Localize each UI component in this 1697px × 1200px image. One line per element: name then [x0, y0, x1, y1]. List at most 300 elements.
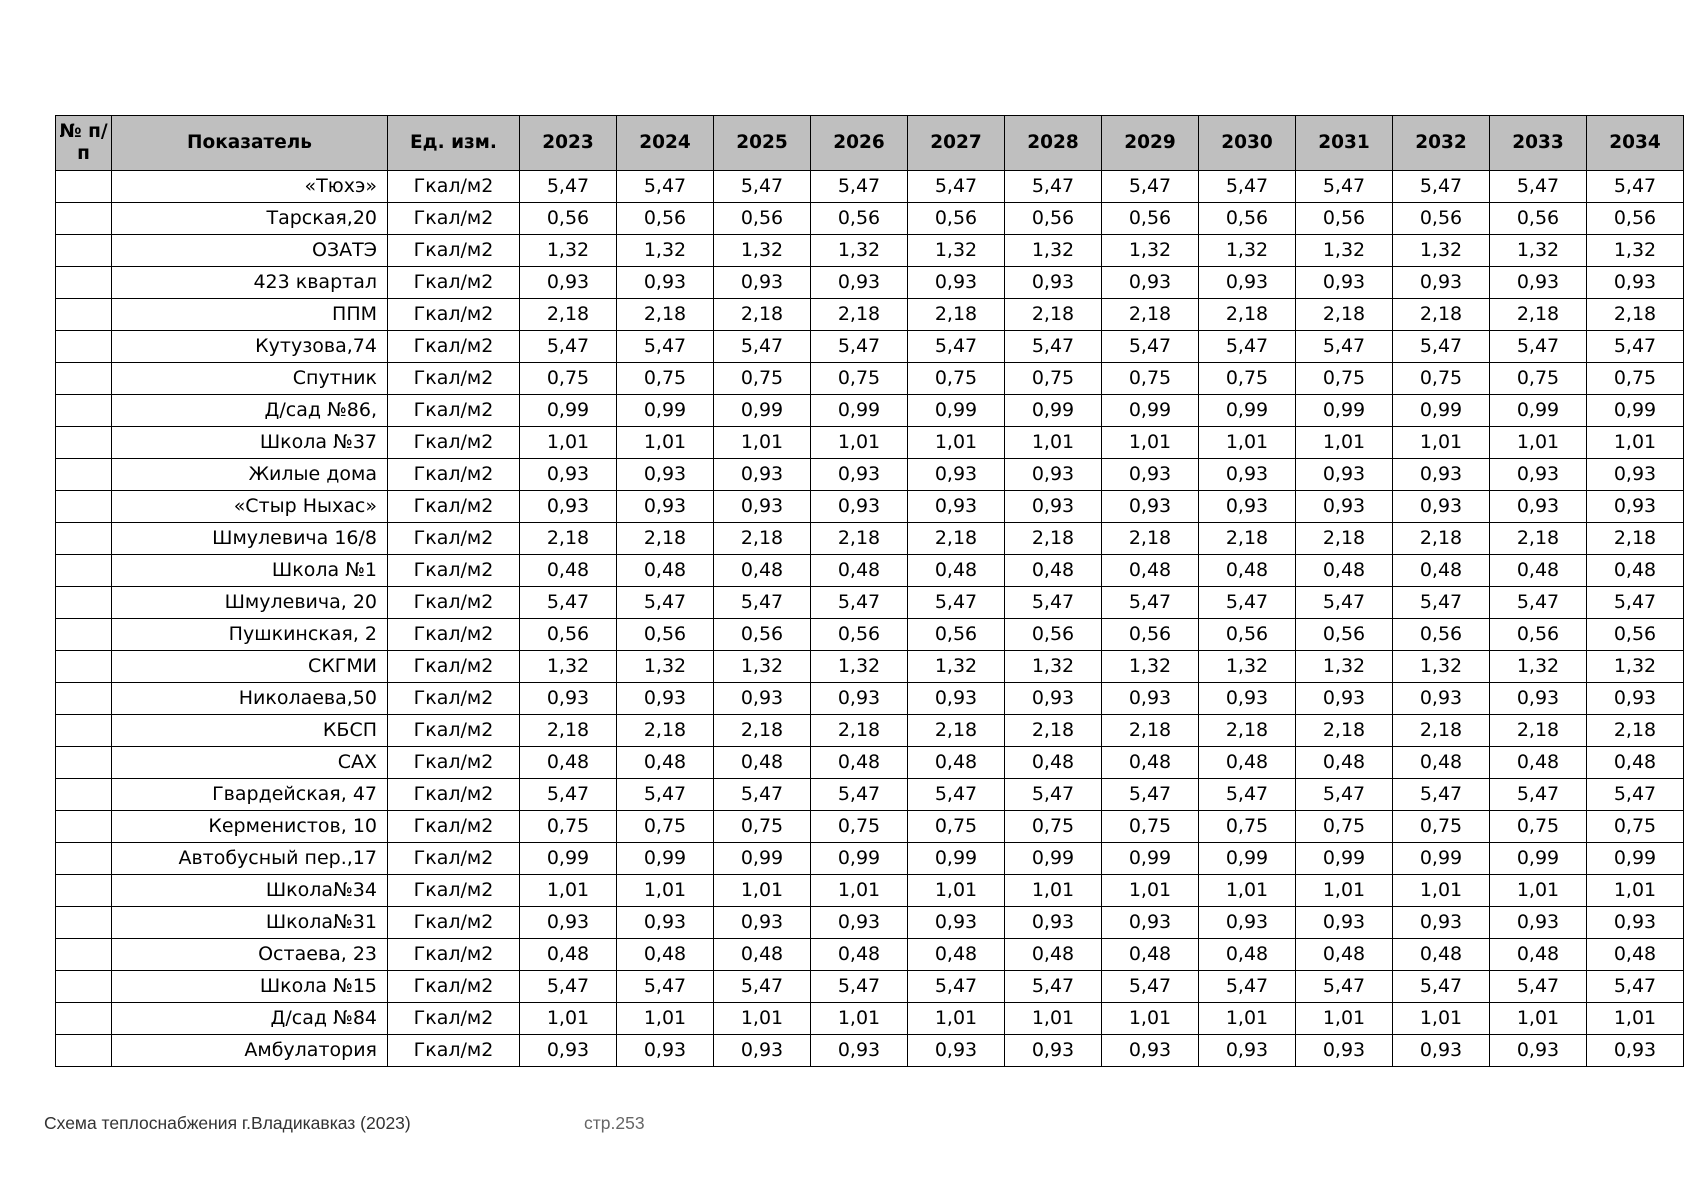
- row-value: 1,32: [1199, 235, 1296, 267]
- row-number: [56, 779, 112, 811]
- row-value: 0,93: [1490, 491, 1587, 523]
- row-value: 0,99: [714, 395, 811, 427]
- table-body: [56, 171, 1684, 1067]
- row-value: 0,48: [1587, 555, 1684, 587]
- table-row: [56, 811, 1684, 843]
- row-value: 1,01: [520, 1003, 617, 1035]
- row-value: 1,01: [1102, 427, 1199, 459]
- row-value: 0,56: [1393, 619, 1490, 651]
- row-value: 0,48: [1490, 939, 1587, 971]
- row-value: 0,93: [1587, 1035, 1684, 1067]
- row-number: [56, 747, 112, 779]
- row-value: 1,01: [1393, 875, 1490, 907]
- row-value: 5,47: [1005, 971, 1102, 1003]
- row-value: 0,48: [811, 747, 908, 779]
- row-value: 0,93: [1199, 907, 1296, 939]
- row-value: 0,99: [714, 843, 811, 875]
- row-value: 0,93: [1587, 907, 1684, 939]
- row-value: 0,93: [617, 683, 714, 715]
- row-value: 1,32: [811, 235, 908, 267]
- row-value: 5,47: [908, 331, 1005, 363]
- row-value: 1,01: [520, 875, 617, 907]
- row-number: [56, 971, 112, 1003]
- row-value: 1,01: [908, 427, 1005, 459]
- row-value: 0,93: [1199, 491, 1296, 523]
- row-value: 1,32: [520, 651, 617, 683]
- row-value: 2,18: [617, 299, 714, 331]
- row-unit: Гкал/м2: [388, 267, 520, 299]
- row-value: 0,75: [908, 811, 1005, 843]
- row-number: [56, 715, 112, 747]
- row-value: 0,99: [1393, 395, 1490, 427]
- row-value: 0,48: [520, 939, 617, 971]
- row-unit: Гкал/м2: [388, 875, 520, 907]
- row-number: [56, 395, 112, 427]
- row-value: 0,93: [908, 459, 1005, 491]
- row-value: 1,01: [1587, 875, 1684, 907]
- row-unit: Гкал/м2: [388, 299, 520, 331]
- row-value: 0,56: [908, 619, 1005, 651]
- row-value: 5,47: [1587, 587, 1684, 619]
- row-value: 1,32: [714, 651, 811, 683]
- row-value: 2,18: [714, 299, 811, 331]
- row-value: 5,47: [1102, 971, 1199, 1003]
- row-value: 0,93: [1587, 459, 1684, 491]
- row-value: 0,75: [617, 363, 714, 395]
- row-value: 0,56: [811, 619, 908, 651]
- row-value: 5,47: [1587, 779, 1684, 811]
- row-unit: Гкал/м2: [388, 683, 520, 715]
- row-value: 0,48: [1587, 747, 1684, 779]
- row-value: 0,75: [1005, 811, 1102, 843]
- row-value: 5,47: [520, 779, 617, 811]
- row-value: 0,93: [1393, 459, 1490, 491]
- row-value: 5,47: [811, 587, 908, 619]
- row-number: [56, 1035, 112, 1067]
- row-value: 0,99: [908, 395, 1005, 427]
- row-value: 0,93: [1490, 267, 1587, 299]
- row-value: 0,99: [617, 843, 714, 875]
- header-year: 2029: [1102, 116, 1199, 171]
- row-value: 0,93: [617, 459, 714, 491]
- row-value: 5,47: [811, 971, 908, 1003]
- row-value: 2,18: [811, 715, 908, 747]
- row-number: [56, 875, 112, 907]
- row-indicator: Школа №1: [112, 555, 388, 587]
- row-value: 0,48: [1393, 747, 1490, 779]
- row-value: 0,93: [908, 267, 1005, 299]
- row-unit: Гкал/м2: [388, 203, 520, 235]
- row-unit: Гкал/м2: [388, 939, 520, 971]
- row-value: 2,18: [1587, 715, 1684, 747]
- row-value: 0,93: [1490, 683, 1587, 715]
- row-unit: Гкал/м2: [388, 235, 520, 267]
- table-row: [56, 427, 1684, 459]
- row-value: 2,18: [1490, 715, 1587, 747]
- row-unit: Гкал/м2: [388, 523, 520, 555]
- row-value: 0,48: [1102, 747, 1199, 779]
- table-row: [56, 715, 1684, 747]
- row-indicator: Спутник: [112, 363, 388, 395]
- row-value: 0,48: [714, 555, 811, 587]
- row-number: [56, 907, 112, 939]
- row-value: 1,01: [714, 1003, 811, 1035]
- table-header: [56, 116, 1684, 171]
- header-year: 2033: [1490, 116, 1587, 171]
- row-unit: Гкал/м2: [388, 587, 520, 619]
- row-value: 5,47: [714, 331, 811, 363]
- row-value: 1,01: [1587, 1003, 1684, 1035]
- row-value: 0,75: [908, 363, 1005, 395]
- row-indicator: Автобусный пер.,17: [112, 843, 388, 875]
- row-value: 0,99: [1102, 395, 1199, 427]
- table-row: [56, 459, 1684, 491]
- row-value: 5,47: [1490, 779, 1587, 811]
- row-value: 0,93: [811, 491, 908, 523]
- row-value: 2,18: [520, 299, 617, 331]
- row-unit: Гкал/м2: [388, 331, 520, 363]
- row-value: 2,18: [1199, 715, 1296, 747]
- row-value: 2,18: [1393, 715, 1490, 747]
- row-value: 0,93: [714, 1035, 811, 1067]
- row-value: 1,01: [1005, 427, 1102, 459]
- row-value: 0,48: [908, 555, 1005, 587]
- row-value: 0,48: [1005, 747, 1102, 779]
- row-number: [56, 459, 112, 491]
- row-value: 1,32: [714, 235, 811, 267]
- row-indicator: Керменистов, 10: [112, 811, 388, 843]
- row-value: 2,18: [1102, 715, 1199, 747]
- row-value: 0,99: [908, 843, 1005, 875]
- row-value: 0,93: [1296, 1035, 1393, 1067]
- row-indicator: 423 квартал: [112, 267, 388, 299]
- row-value: 0,93: [1005, 267, 1102, 299]
- table-row: [56, 299, 1684, 331]
- row-value: 1,01: [908, 875, 1005, 907]
- row-value: 0,56: [811, 203, 908, 235]
- row-value: 0,93: [617, 267, 714, 299]
- row-number: [56, 299, 112, 331]
- header-unit: Ед. изм.: [388, 116, 520, 171]
- row-value: 0,93: [1199, 1035, 1296, 1067]
- row-value: 1,01: [1490, 1003, 1587, 1035]
- row-value: 1,32: [1005, 651, 1102, 683]
- row-value: 5,47: [714, 587, 811, 619]
- header-year: 2025: [714, 116, 811, 171]
- row-number: [56, 171, 112, 203]
- row-value: 0,48: [1199, 555, 1296, 587]
- row-unit: Гкал/м2: [388, 811, 520, 843]
- row-indicator: Пушкинская, 2: [112, 619, 388, 651]
- row-indicator: СКГМИ: [112, 651, 388, 683]
- row-number: [56, 555, 112, 587]
- row-value: 1,32: [617, 651, 714, 683]
- row-value: 0,99: [520, 843, 617, 875]
- row-value: 2,18: [520, 715, 617, 747]
- row-value: 0,56: [617, 203, 714, 235]
- row-value: 0,56: [1199, 619, 1296, 651]
- row-value: 2,18: [1005, 299, 1102, 331]
- row-value: 5,47: [1587, 971, 1684, 1003]
- row-value: 0,93: [1296, 267, 1393, 299]
- row-value: 0,48: [1587, 939, 1684, 971]
- row-value: 5,47: [908, 779, 1005, 811]
- table-row: [56, 779, 1684, 811]
- row-value: 5,47: [1199, 971, 1296, 1003]
- row-value: 0,75: [1587, 363, 1684, 395]
- row-number: [56, 203, 112, 235]
- row-value: 1,01: [714, 427, 811, 459]
- row-value: 1,32: [1490, 235, 1587, 267]
- row-value: 1,32: [1199, 651, 1296, 683]
- row-value: 0,48: [1005, 555, 1102, 587]
- header-year: 2023: [520, 116, 617, 171]
- row-value: 0,93: [1490, 459, 1587, 491]
- row-value: 5,47: [520, 171, 617, 203]
- row-value: 0,48: [1102, 555, 1199, 587]
- row-indicator: САХ: [112, 747, 388, 779]
- row-value: 0,75: [1005, 363, 1102, 395]
- footer-document-title: Схема теплоснабжения г.Владикавказ (2023): [44, 1113, 411, 1133]
- row-value: 0,93: [1296, 491, 1393, 523]
- row-value: 0,99: [1102, 843, 1199, 875]
- row-unit: Гкал/м2: [388, 715, 520, 747]
- row-value: 2,18: [1587, 523, 1684, 555]
- row-value: 0,93: [908, 491, 1005, 523]
- row-value: 0,56: [1587, 203, 1684, 235]
- header-year: 2028: [1005, 116, 1102, 171]
- table-row: [56, 939, 1684, 971]
- table-row: [56, 683, 1684, 715]
- row-value: 1,01: [1102, 875, 1199, 907]
- row-value: 0,93: [1587, 683, 1684, 715]
- row-value: 5,47: [714, 971, 811, 1003]
- row-value: 0,48: [714, 939, 811, 971]
- row-value: 0,93: [1005, 907, 1102, 939]
- row-value: 0,93: [1587, 491, 1684, 523]
- row-value: 1,32: [1005, 235, 1102, 267]
- row-value: 5,47: [1393, 971, 1490, 1003]
- row-value: 0,93: [714, 459, 811, 491]
- row-indicator: КБСП: [112, 715, 388, 747]
- header-year: 2026: [811, 116, 908, 171]
- row-value: 0,48: [811, 555, 908, 587]
- row-value: 0,99: [1587, 843, 1684, 875]
- row-value: 0,93: [617, 491, 714, 523]
- row-value: 0,93: [520, 907, 617, 939]
- row-value: 0,99: [811, 843, 908, 875]
- row-value: 2,18: [1102, 299, 1199, 331]
- table-row: [56, 523, 1684, 555]
- row-value: 0,75: [1393, 363, 1490, 395]
- row-value: 0,75: [1296, 811, 1393, 843]
- row-value: 1,32: [1587, 651, 1684, 683]
- row-value: 5,47: [1587, 171, 1684, 203]
- row-value: 5,47: [1102, 171, 1199, 203]
- row-value: 5,47: [908, 971, 1005, 1003]
- table-row: [56, 1035, 1684, 1067]
- row-value: 1,01: [811, 875, 908, 907]
- row-number: [56, 235, 112, 267]
- row-value: 0,75: [1587, 811, 1684, 843]
- row-value: 5,47: [1490, 331, 1587, 363]
- row-value: 1,32: [520, 235, 617, 267]
- row-value: 5,47: [617, 779, 714, 811]
- row-value: 5,47: [1393, 331, 1490, 363]
- row-value: 0,93: [908, 683, 1005, 715]
- row-value: 2,18: [714, 715, 811, 747]
- row-indicator: Школа №15: [112, 971, 388, 1003]
- row-value: 2,18: [1393, 523, 1490, 555]
- row-value: 0,93: [520, 267, 617, 299]
- row-value: 2,18: [617, 715, 714, 747]
- row-value: 0,48: [1296, 747, 1393, 779]
- row-value: 5,47: [1102, 779, 1199, 811]
- indicator-table: [55, 115, 1684, 1067]
- row-value: 0,75: [1296, 363, 1393, 395]
- row-value: 0,93: [520, 459, 617, 491]
- row-value: 1,32: [1102, 651, 1199, 683]
- row-value: 0,93: [1102, 267, 1199, 299]
- row-value: 1,01: [1199, 427, 1296, 459]
- row-value: 0,99: [617, 395, 714, 427]
- row-value: 5,47: [1296, 331, 1393, 363]
- row-value: 1,01: [617, 427, 714, 459]
- row-value: 5,47: [1102, 331, 1199, 363]
- row-value: 0,93: [811, 459, 908, 491]
- row-unit: Гкал/м2: [388, 395, 520, 427]
- row-value: 1,32: [1587, 235, 1684, 267]
- row-unit: Гкал/м2: [388, 843, 520, 875]
- table-row: [56, 875, 1684, 907]
- row-value: 0,93: [714, 907, 811, 939]
- row-value: 0,48: [1199, 747, 1296, 779]
- row-value: 2,18: [811, 299, 908, 331]
- header-year: 2030: [1199, 116, 1296, 171]
- row-value: 1,01: [1102, 1003, 1199, 1035]
- row-value: 0,48: [617, 555, 714, 587]
- row-value: 1,32: [1296, 651, 1393, 683]
- row-unit: Гкал/м2: [388, 171, 520, 203]
- row-value: 2,18: [1296, 299, 1393, 331]
- row-unit: Гкал/м2: [388, 619, 520, 651]
- row-value: 5,47: [1587, 331, 1684, 363]
- row-value: 2,18: [714, 523, 811, 555]
- row-value: 5,47: [520, 331, 617, 363]
- row-indicator: Шмулевича 16/8: [112, 523, 388, 555]
- row-value: 0,56: [617, 619, 714, 651]
- row-value: 0,93: [1102, 491, 1199, 523]
- row-number: [56, 683, 112, 715]
- row-value: 0,75: [617, 811, 714, 843]
- row-unit: Гкал/м2: [388, 1035, 520, 1067]
- row-value: 0,99: [1005, 843, 1102, 875]
- row-value: 0,93: [1102, 683, 1199, 715]
- row-value: 1,32: [1393, 235, 1490, 267]
- row-value: 0,56: [1005, 203, 1102, 235]
- row-value: 0,93: [520, 1035, 617, 1067]
- row-indicator: Д/сад №84: [112, 1003, 388, 1035]
- row-value: 5,47: [1199, 331, 1296, 363]
- row-value: 0,48: [1102, 939, 1199, 971]
- row-value: 5,47: [1490, 171, 1587, 203]
- row-value: 1,01: [1587, 427, 1684, 459]
- row-value: 1,01: [908, 1003, 1005, 1035]
- row-value: 0,48: [1393, 939, 1490, 971]
- row-unit: Гкал/м2: [388, 491, 520, 523]
- table-row: [56, 587, 1684, 619]
- row-value: 5,47: [1490, 587, 1587, 619]
- row-value: 1,01: [1005, 875, 1102, 907]
- row-value: 1,32: [1393, 651, 1490, 683]
- row-unit: Гкал/м2: [388, 747, 520, 779]
- row-value: 5,47: [908, 587, 1005, 619]
- table-row: [56, 843, 1684, 875]
- row-indicator: Школа№31: [112, 907, 388, 939]
- row-value: 0,75: [1102, 363, 1199, 395]
- row-value: 2,18: [1199, 523, 1296, 555]
- table-row: [56, 555, 1684, 587]
- table-row: [56, 395, 1684, 427]
- row-value: 1,32: [908, 651, 1005, 683]
- row-value: 5,47: [617, 171, 714, 203]
- row-indicator: Остаева, 23: [112, 939, 388, 971]
- row-value: 0,75: [1199, 811, 1296, 843]
- row-value: 0,48: [811, 939, 908, 971]
- row-value: 0,48: [617, 747, 714, 779]
- row-value: 5,47: [1296, 971, 1393, 1003]
- row-value: 2,18: [908, 299, 1005, 331]
- row-value: 2,18: [1490, 523, 1587, 555]
- row-value: 1,01: [811, 427, 908, 459]
- row-value: 0,48: [1005, 939, 1102, 971]
- row-value: 2,18: [520, 523, 617, 555]
- row-value: 0,93: [908, 907, 1005, 939]
- row-value: 2,18: [617, 523, 714, 555]
- row-value: 0,93: [1199, 459, 1296, 491]
- row-value: 2,18: [1296, 715, 1393, 747]
- row-value: 0,93: [617, 1035, 714, 1067]
- row-value: 0,99: [811, 395, 908, 427]
- row-value: 0,93: [617, 907, 714, 939]
- row-value: 0,48: [1490, 747, 1587, 779]
- row-value: 0,93: [1296, 683, 1393, 715]
- row-value: 0,93: [520, 683, 617, 715]
- row-value: 0,99: [1296, 843, 1393, 875]
- row-value: 0,93: [714, 491, 811, 523]
- table-row: [56, 971, 1684, 1003]
- row-value: 0,75: [520, 363, 617, 395]
- table-row: [56, 331, 1684, 363]
- row-value: 1,01: [1005, 1003, 1102, 1035]
- row-number: [56, 939, 112, 971]
- row-unit: Гкал/м2: [388, 971, 520, 1003]
- row-value: 5,47: [1393, 171, 1490, 203]
- row-value: 0,93: [1296, 907, 1393, 939]
- row-value: 1,01: [1199, 1003, 1296, 1035]
- row-value: 0,93: [1393, 1035, 1490, 1067]
- row-value: 0,48: [617, 939, 714, 971]
- row-value: 2,18: [1102, 523, 1199, 555]
- table-row: [56, 363, 1684, 395]
- row-value: 0,99: [520, 395, 617, 427]
- row-value: 0,56: [520, 619, 617, 651]
- row-value: 2,18: [1393, 299, 1490, 331]
- row-number: [56, 651, 112, 683]
- row-value: 0,56: [520, 203, 617, 235]
- table-row: [56, 1003, 1684, 1035]
- row-value: 0,48: [1490, 555, 1587, 587]
